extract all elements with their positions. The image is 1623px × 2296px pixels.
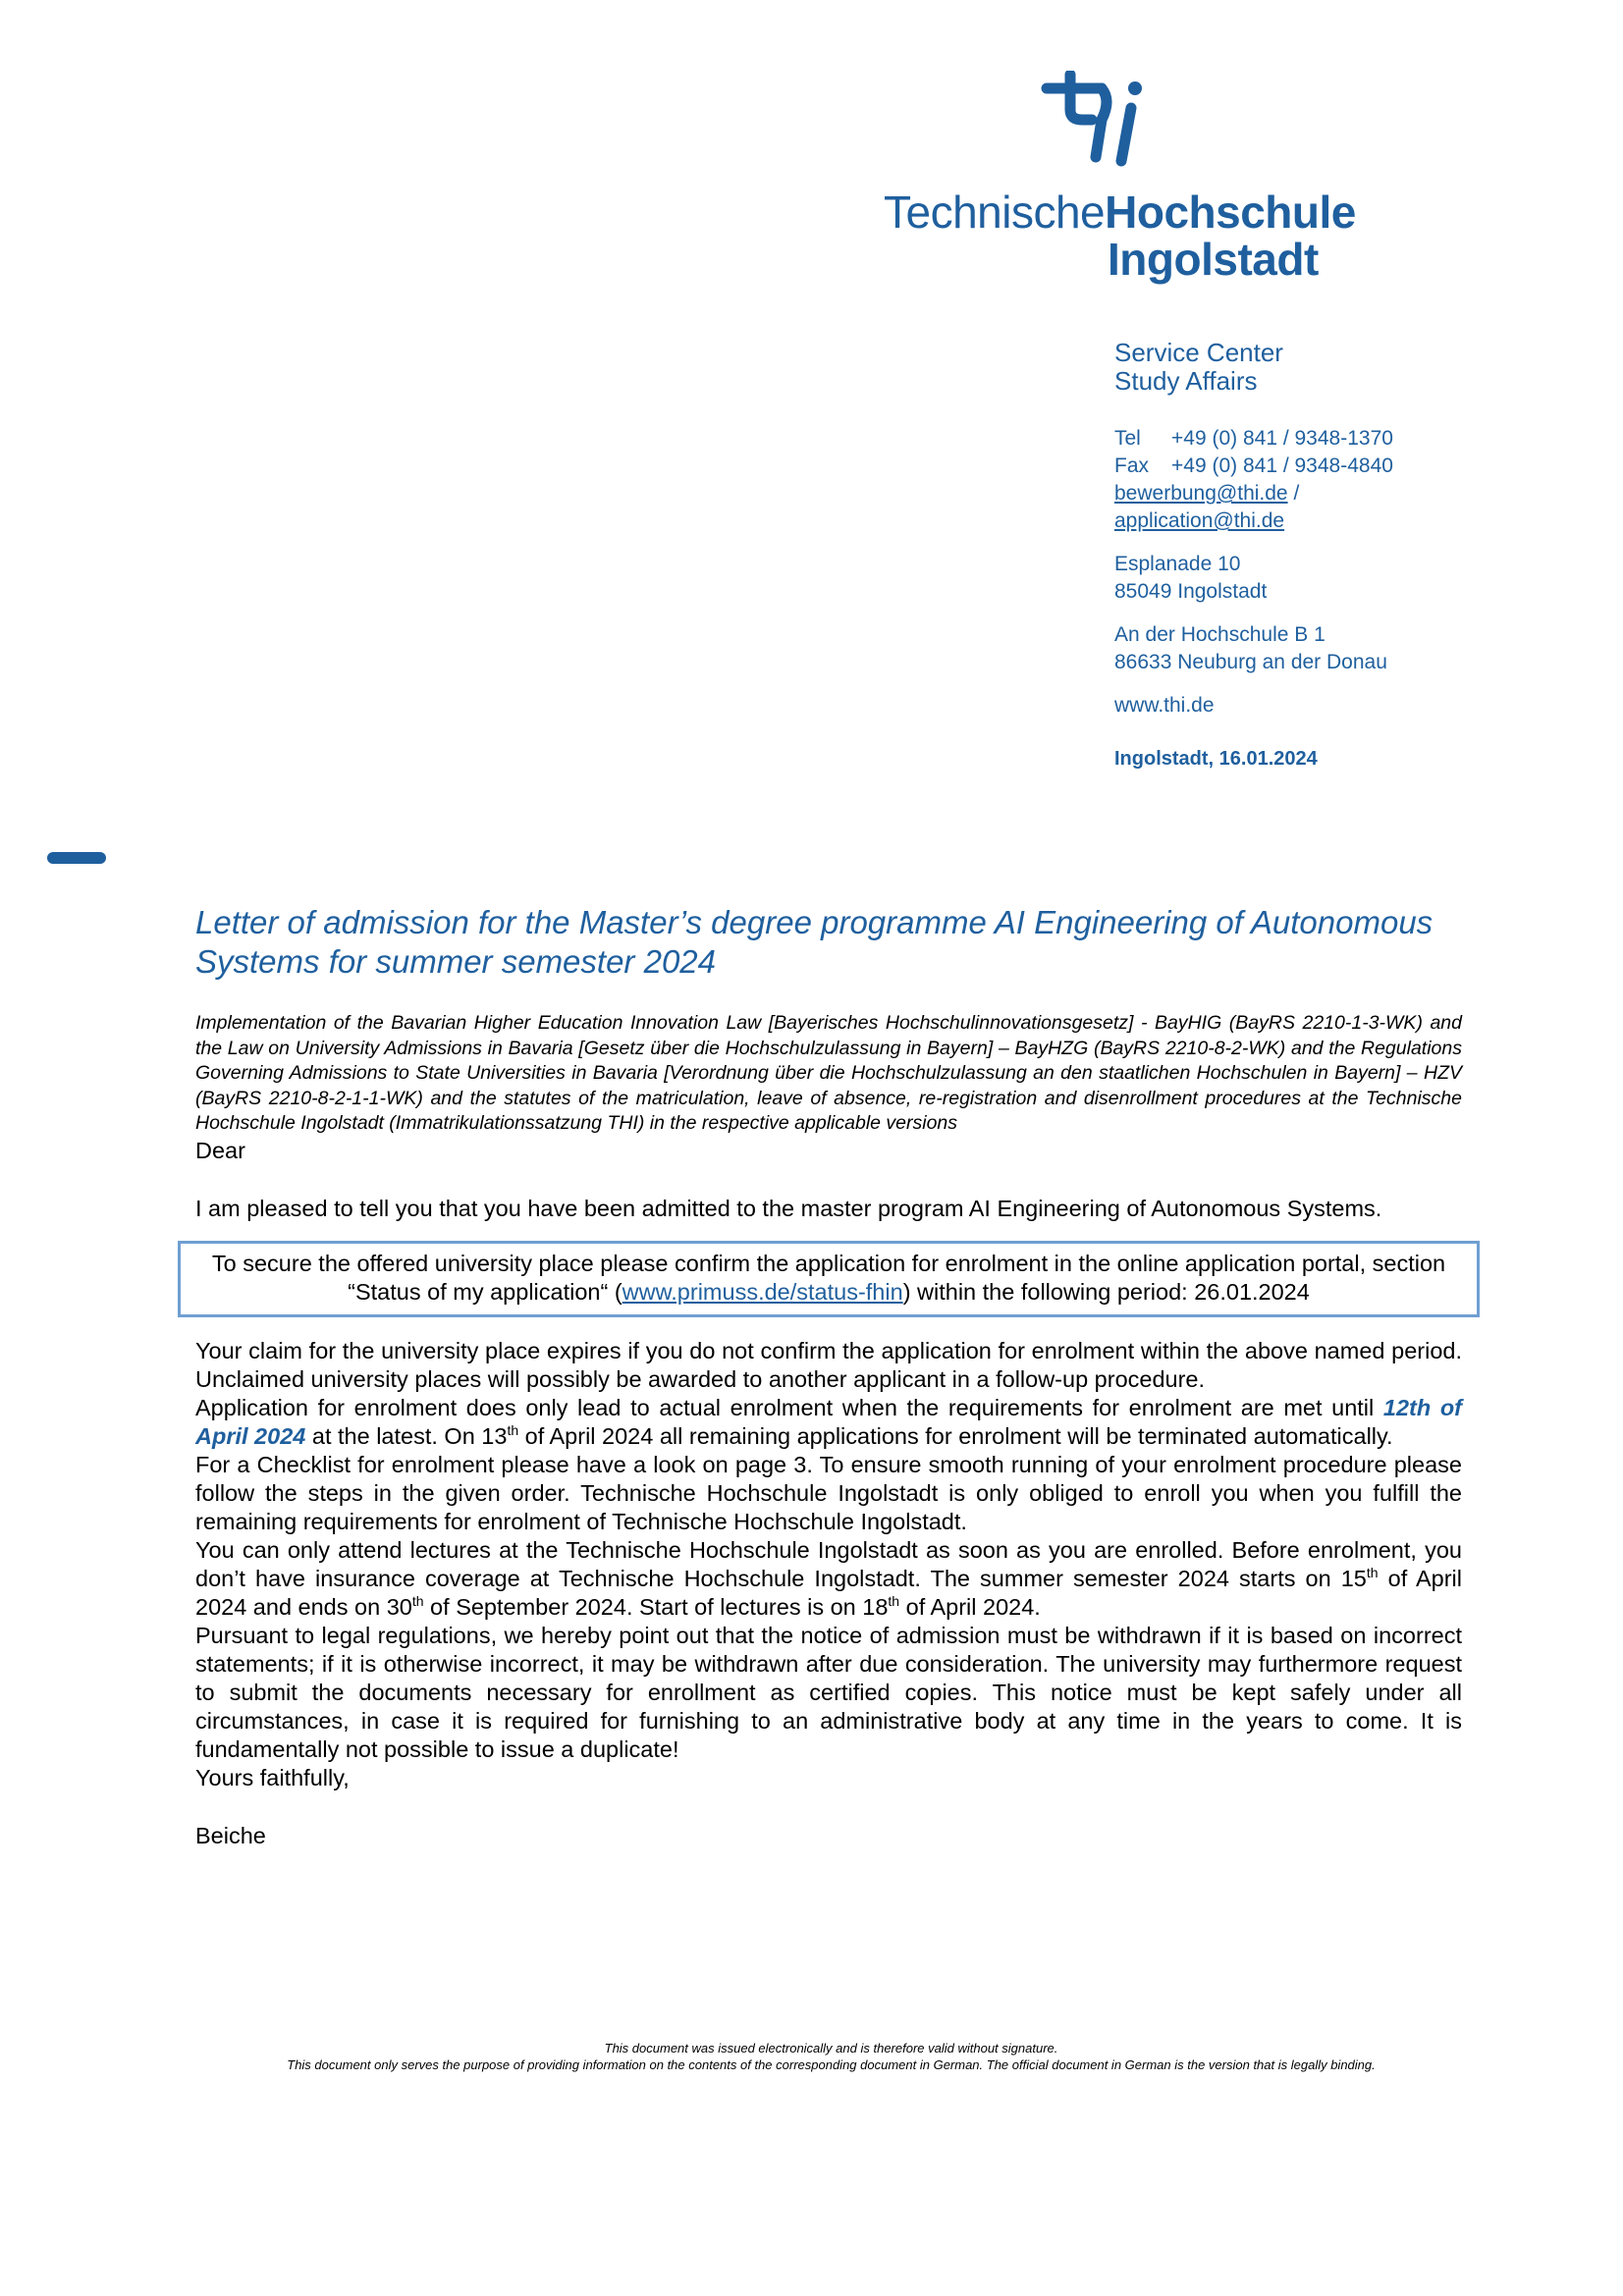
checklist-paragraph: For a Checklist for enrolment please have a look on page 3. To ensure smooth running of your enrolment procedure please follow the steps in the given order. Technische Hochschule Ingolstadt is only obliged to enroll you when you fulfill the remaining requirements for enrolment of Technische Hochschule Ingolstadt. bbox=[195, 1451, 1462, 1534]
salutation: Dear bbox=[195, 1137, 245, 1163]
letter-title: Letter of admission for the Master’s degree programme AI Engineering of Autonomous Systems for summer semester 2024 bbox=[195, 904, 1434, 980]
footer-line-legal: This document only serves the purpose of providing information on the contents of the corresponding document in German. The official document in German is the version that is legally binding. bbox=[287, 2057, 1376, 2072]
thi-logo-mark-icon bbox=[1041, 71, 1149, 169]
website: www.thi.de bbox=[1114, 694, 1215, 717]
deadline-highlight: 12th of April 2024 bbox=[195, 1394, 1462, 1449]
claim-paragraph: Your claim for the university place expires if you do not confirm the application for enrolment within the above named period. Unclaimed university places will possibly be awarded to another applicant in a follow-up procedure. bbox=[195, 1337, 1462, 1392]
requirements-paragraph: Application for enrolment does only lead to actual enrolment when the requirements for enrolment are met until 12th of April 2024 at the latest. On 13th of April 2024 all remaining applications for enrolment will be terminated automatically. bbox=[195, 1394, 1462, 1449]
sender-info bbox=[1114, 339, 1468, 773]
legal-notice-paragraph: Pursuant to legal regulations, we hereby point out that the notice of admission must be withdrawn if it is based on incorrect statements; if it is otherwise incorrect, it may be withdrawn after due consideration. The university may furthermore request to submit the documents necessary for enrollment as certified copies. This notice must be kept safely under all circumstances, in case it is required for furnishing to an administrative body at any time in the years to come. It is fundamentally not possible to issue a duplicate! bbox=[195, 1622, 1462, 1762]
admission-intro: I am pleased to tell you that you have been admitted to the master program AI Engineering of Autonomous Systems. bbox=[195, 1195, 1382, 1221]
email-link-bewerbung[interactable]: bewerbung@thi.de bbox=[1114, 482, 1288, 505]
department-name: Service Center bbox=[1114, 338, 1283, 367]
letter-date: Ingolstadt, 16.01.2024 bbox=[1114, 748, 1318, 770]
phone-line: Tel +49 (0) 841 / 9348-1370 bbox=[1114, 427, 1393, 450]
email-line: bewerbung@thi.de / bbox=[1114, 482, 1300, 505]
footer-line-electronic: This document was issued electronically and is therefore valid without signature. bbox=[604, 2041, 1058, 2056]
letter-body bbox=[195, 903, 1462, 1850]
confirmation-notice-box: To secure the offered university place please confirm the application for enrolment in the online application portal, section “Status of my application“ (www.primuss.de/status-fhin) within the following period: 26.01.2024 bbox=[178, 1241, 1480, 1317]
email-link-application[interactable]: application@thi.de bbox=[1114, 509, 1285, 532]
lectures-paragraph: You can only attend lectures at the Technische Hochschule Ingolstadt as soon as you are enrolled. Before enrolment, you don’t have insurance coverage at Technische Hochschule Ingolstadt. The summer semester 2024 starts on 15th of April 2024 and ends on 30th of September 2024. Start of lectures is on 18th of April 2024. bbox=[195, 1536, 1462, 1620]
logo-wordmark-line2: Ingolstadt bbox=[1108, 234, 1319, 285]
fax-line: Fax +49 (0) 841 / 9348-4840 bbox=[1114, 454, 1393, 477]
address-ingolstadt: Esplanade 10 85049 Ingolstadt bbox=[1114, 553, 1268, 603]
thi-logo bbox=[884, 71, 1355, 287]
logo-wordmark-line1: TechnischeHochschule bbox=[884, 187, 1356, 238]
footer-disclaimer bbox=[0, 2040, 1623, 2073]
legal-basis: Implementation of the Bavarian Higher Education Innovation Law [Bayerisches Hochschulinnovationsgesetz] - BayHIG (BayRS 2210-1-3-WK) and the Law on University Admissions in Bavaria [Gesetz über die Hochschulzulassung in Bayern] – BayHZG (BayRS 2210-8-2-WK) and the Regulations Governing Admissions to State Universities in Bavaria [Verordnung über die Hochschulzulassung an den staatlichen Hochschulen in Bayern] – HZV (BayRS 2210-8-2-1-1-WK) and the statutes of the matriculation, leave of absence, re-registration and disenrollment procedures at the Technische Hochschule Ingolstadt (Immatrikulationssatzung THI) in the respective applicable versions bbox=[195, 1012, 1462, 1134]
address-neuburg: An der Hochschule B 1 86633 Neuburg an der Donau bbox=[1114, 623, 1387, 673]
fold-mark bbox=[47, 852, 106, 864]
signature-name: Beiche bbox=[195, 1822, 266, 1848]
status-portal-link[interactable]: www.primuss.de/status-fhin bbox=[622, 1278, 903, 1305]
contact-block bbox=[1114, 425, 1468, 535]
department-subname: Study Affairs bbox=[1114, 366, 1258, 396]
closing: Yours faithfully, bbox=[195, 1764, 350, 1790]
